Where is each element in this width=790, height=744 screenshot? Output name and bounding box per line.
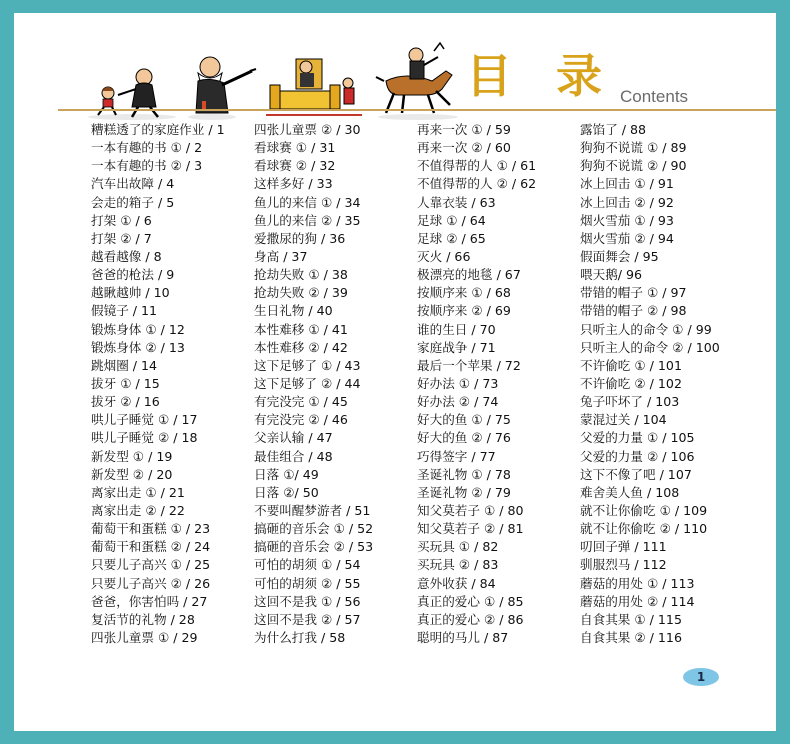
- toc-entry: 葡萄干和蛋糕 ② / 24: [91, 539, 211, 555]
- toc-entry: 蒙混过关 / 104: [580, 412, 667, 428]
- toc-entry: 这样多好 / 33: [254, 176, 333, 192]
- toc-entry: 抢劫失败 ① / 38: [254, 267, 348, 283]
- toc-entry: 爸爸的枪法 / 9: [91, 267, 175, 283]
- toc-entry: 露馅了 / 88: [580, 122, 647, 137]
- toc-page: [14, 13, 776, 731]
- toc-entry: 离家出走 ① / 21: [91, 484, 185, 500]
- toc-entry: 知父莫若子 ② / 81: [417, 521, 524, 537]
- toc-entry: 哄儿子睡觉 ① / 17: [91, 412, 198, 428]
- toc-column-4: [580, 121, 720, 647]
- toc-entry: 足球 ① / 64: [417, 212, 486, 228]
- toc-entry: 叨回子弹 / 111: [580, 539, 667, 555]
- toc-entry: 离家出走 ② / 22: [91, 502, 185, 518]
- toc-entry: 一本有趣的书 ② / 3: [91, 158, 203, 174]
- toc-entry: 锻炼身体 ② / 13: [91, 339, 185, 355]
- toc-entry: 看球赛 ① / 31: [254, 140, 336, 156]
- toc-entry: 好办法 ① / 73: [417, 375, 499, 391]
- toc-entry: 复活节的礼物 / 28: [91, 611, 195, 627]
- toc-entry: 一本有趣的书 ① / 2: [91, 140, 203, 156]
- toc-entry: 葡萄干和蛋糕 ① / 23: [91, 521, 211, 537]
- toc-entry: 爱撒尿的狗 / 36: [254, 230, 346, 246]
- toc-entry: 不要叫醒梦游者 / 51: [254, 502, 371, 518]
- toc-entry: 四张儿童票 ② / 30: [254, 122, 361, 137]
- toc-entry: 看球赛 ② / 32: [254, 158, 336, 174]
- toc-entry: 带错的帽子 ① / 97: [580, 285, 687, 301]
- toc-entry: 爸爸，你害怕吗 / 27: [91, 593, 208, 609]
- toc-entry: 新发型 ② / 20: [91, 466, 173, 482]
- toc-entry: 生日礼物 / 40: [254, 303, 333, 319]
- toc-entry: 不值得帮的人 ② / 62: [417, 176, 537, 192]
- toc-entry: 按顺序来 ① / 68: [417, 285, 511, 301]
- toc-entry: 按顺序来 ② / 69: [417, 303, 511, 319]
- toc-entry: 驯服烈马 / 112: [580, 557, 667, 573]
- toc-entry: 日落 ②/ 50: [254, 484, 319, 500]
- toc-entry: 狗狗不说谎 ① / 89: [580, 140, 687, 156]
- toc-entry: 搞砸的音乐会 ② / 53: [254, 539, 374, 555]
- toc-entry: 狗狗不说谎 ② / 90: [580, 158, 687, 174]
- toc-entry: 本性难移 ① / 41: [254, 321, 348, 337]
- toc-entry: 越瞅越帅 / 10: [91, 285, 170, 301]
- toc-entry: 兔子吓坏了 / 103: [580, 394, 680, 410]
- page-title: 目 录: [466, 49, 617, 103]
- toc-entry: 锻炼身体 ① / 12: [91, 321, 185, 337]
- toc-entry: 有完没完 ② / 46: [254, 412, 348, 428]
- toc-entry: 可怕的胡须 ② / 55: [254, 575, 361, 591]
- toc-entry: 为什么打我 / 58: [254, 629, 346, 645]
- toc-column-2: [254, 121, 373, 647]
- page-subtitle: Contents: [620, 87, 689, 106]
- toc-entry: 拔牙 ② / 16: [91, 394, 160, 410]
- toc-entry: 蘑菇的用处 ① / 113: [580, 575, 695, 591]
- toc-entry: 聪明的马儿 / 87: [417, 629, 509, 645]
- toc-entry: 好办法 ② / 74: [417, 394, 499, 410]
- toc-entry: 本性难移 ② / 42: [254, 339, 348, 355]
- toc-entry: 这回不是我 ② / 57: [254, 611, 361, 627]
- toc-entry: 这下足够了 ② / 44: [254, 375, 361, 391]
- toc-entry: 不许偷吃 ② / 102: [580, 375, 682, 391]
- toc-entry: 巧得签字 / 77: [417, 448, 496, 464]
- toc-entry: 只要儿子高兴 ② / 26: [91, 575, 211, 591]
- toc-entry: 打架 ① / 6: [91, 212, 152, 228]
- toc-entry: 不许偷吃 ① / 101: [580, 357, 682, 373]
- toc-entry: 冰上回击 ① / 91: [580, 176, 674, 192]
- toc-entry: 买玩具 ② / 83: [417, 557, 499, 573]
- toc-entry: 最后一个苹果 / 72: [417, 357, 521, 373]
- page-number-badge: 1: [683, 668, 719, 686]
- title-divider: [58, 109, 776, 111]
- toc-entry: 蘑菇的用处 ② / 114: [580, 593, 695, 609]
- toc-entry: 圣诞礼物 ② / 79: [417, 484, 511, 500]
- toc-column-3: [417, 121, 536, 647]
- toc-entry: 这回不是我 ① / 56: [254, 593, 361, 609]
- toc-entry: 跳烟圈 / 14: [91, 357, 158, 373]
- toc-entry: 汽车出故障 / 4: [91, 176, 175, 192]
- toc-entry: 自食其果 ① / 115: [580, 611, 682, 627]
- toc-entry: 只要儿子高兴 ① / 25: [91, 557, 211, 573]
- toc-entry: 不值得帮的人 ① / 61: [417, 158, 537, 174]
- toc-entry: 会走的箱子 / 5: [91, 194, 175, 210]
- toc-column-1: [91, 121, 225, 647]
- toc-entry: 圣诞礼物 ① / 78: [417, 466, 511, 482]
- toc-entry: 新发型 ① / 19: [91, 448, 173, 464]
- toc-entry: 烟火雪茄 ① / 93: [580, 212, 674, 228]
- toc-entry: 就不让你偷吃 ② / 110: [580, 521, 708, 537]
- toc-entry: 只听主人的命令 ② / 100: [580, 339, 720, 355]
- toc-entry: 打架 ② / 7: [91, 230, 152, 246]
- toc-entry: 灭火 / 66: [417, 248, 471, 264]
- toc-entry: 身高 / 37: [254, 248, 308, 264]
- toc-entry: 拔牙 ① / 15: [91, 375, 160, 391]
- toc-entry: 这下不像了吧 / 107: [580, 466, 692, 482]
- toc-entry: 假镜子 / 11: [91, 303, 158, 319]
- toc-entry: 鱼儿的来信 ② / 35: [254, 212, 361, 228]
- toc-entry: 家庭战争 / 71: [417, 339, 496, 355]
- toc-entry: 鱼儿的来信 ① / 34: [254, 194, 361, 210]
- toc-entry: 父爱的力量 ① / 105: [580, 430, 695, 446]
- toc-entry: 搞砸的音乐会 ① / 52: [254, 521, 374, 537]
- toc-entry: 再来一次 ① / 59: [417, 122, 511, 137]
- toc-entry: 足球 ② / 65: [417, 230, 486, 246]
- toc-entry: 带错的帽子 ② / 98: [580, 303, 687, 319]
- toc-entry: 父亲认输 / 47: [254, 430, 333, 446]
- toc-entry: 自食其果 ② / 116: [580, 629, 682, 645]
- toc-entry: 冰上回击 ② / 92: [580, 194, 674, 210]
- toc-entry: 真正的爱心 ① / 85: [417, 593, 524, 609]
- toc-entry: 父爱的力量 ② / 106: [580, 448, 695, 464]
- toc-entry: 哄儿子睡觉 ② / 18: [91, 430, 198, 446]
- toc-entry: 烟火雪茄 ② / 94: [580, 230, 674, 246]
- toc-entry: 可怕的胡须 ① / 54: [254, 557, 361, 573]
- toc-entry: 就不让你偷吃 ① / 109: [580, 502, 708, 518]
- toc-entry: 买玩具 ① / 82: [417, 539, 499, 555]
- toc-entry: 知父莫若子 ① / 80: [417, 502, 524, 518]
- toc-entry: 喂天鹅/ 96: [580, 267, 643, 283]
- toc-entry: 极漂亮的地毯 / 67: [417, 267, 521, 283]
- toc-entry: 人靠衣装 / 63: [417, 194, 496, 210]
- toc-entry: 越看越像 / 8: [91, 248, 162, 264]
- toc-entry: 糟糕透了的家庭作业 / 1: [91, 122, 225, 137]
- toc-entry: 谁的生日 / 70: [417, 321, 496, 337]
- toc-entry: 这下足够了 ① / 43: [254, 357, 361, 373]
- toc-entry: 只听主人的命令 ① / 99: [580, 321, 712, 337]
- toc-entry: 好大的鱼 ① / 75: [417, 412, 511, 428]
- toc-entry: 有完没完 ① / 45: [254, 394, 348, 410]
- toc-entry: 难舍美人鱼 / 108: [580, 484, 680, 500]
- toc-entry: 四张儿童票 ① / 29: [91, 629, 198, 645]
- toc-entry: 最佳组合 / 48: [254, 448, 333, 464]
- toc-entry: 好大的鱼 ② / 76: [417, 430, 511, 446]
- toc-entry: 真正的爱心 ② / 86: [417, 611, 524, 627]
- toc-entry: 假面舞会 / 95: [580, 248, 659, 264]
- toc-entry: 再来一次 ② / 60: [417, 140, 511, 156]
- toc-entry: 日落 ①/ 49: [254, 466, 319, 482]
- toc-entry: 意外收获 / 84: [417, 575, 496, 591]
- toc-entry: 抢劫失败 ② / 39: [254, 285, 348, 301]
